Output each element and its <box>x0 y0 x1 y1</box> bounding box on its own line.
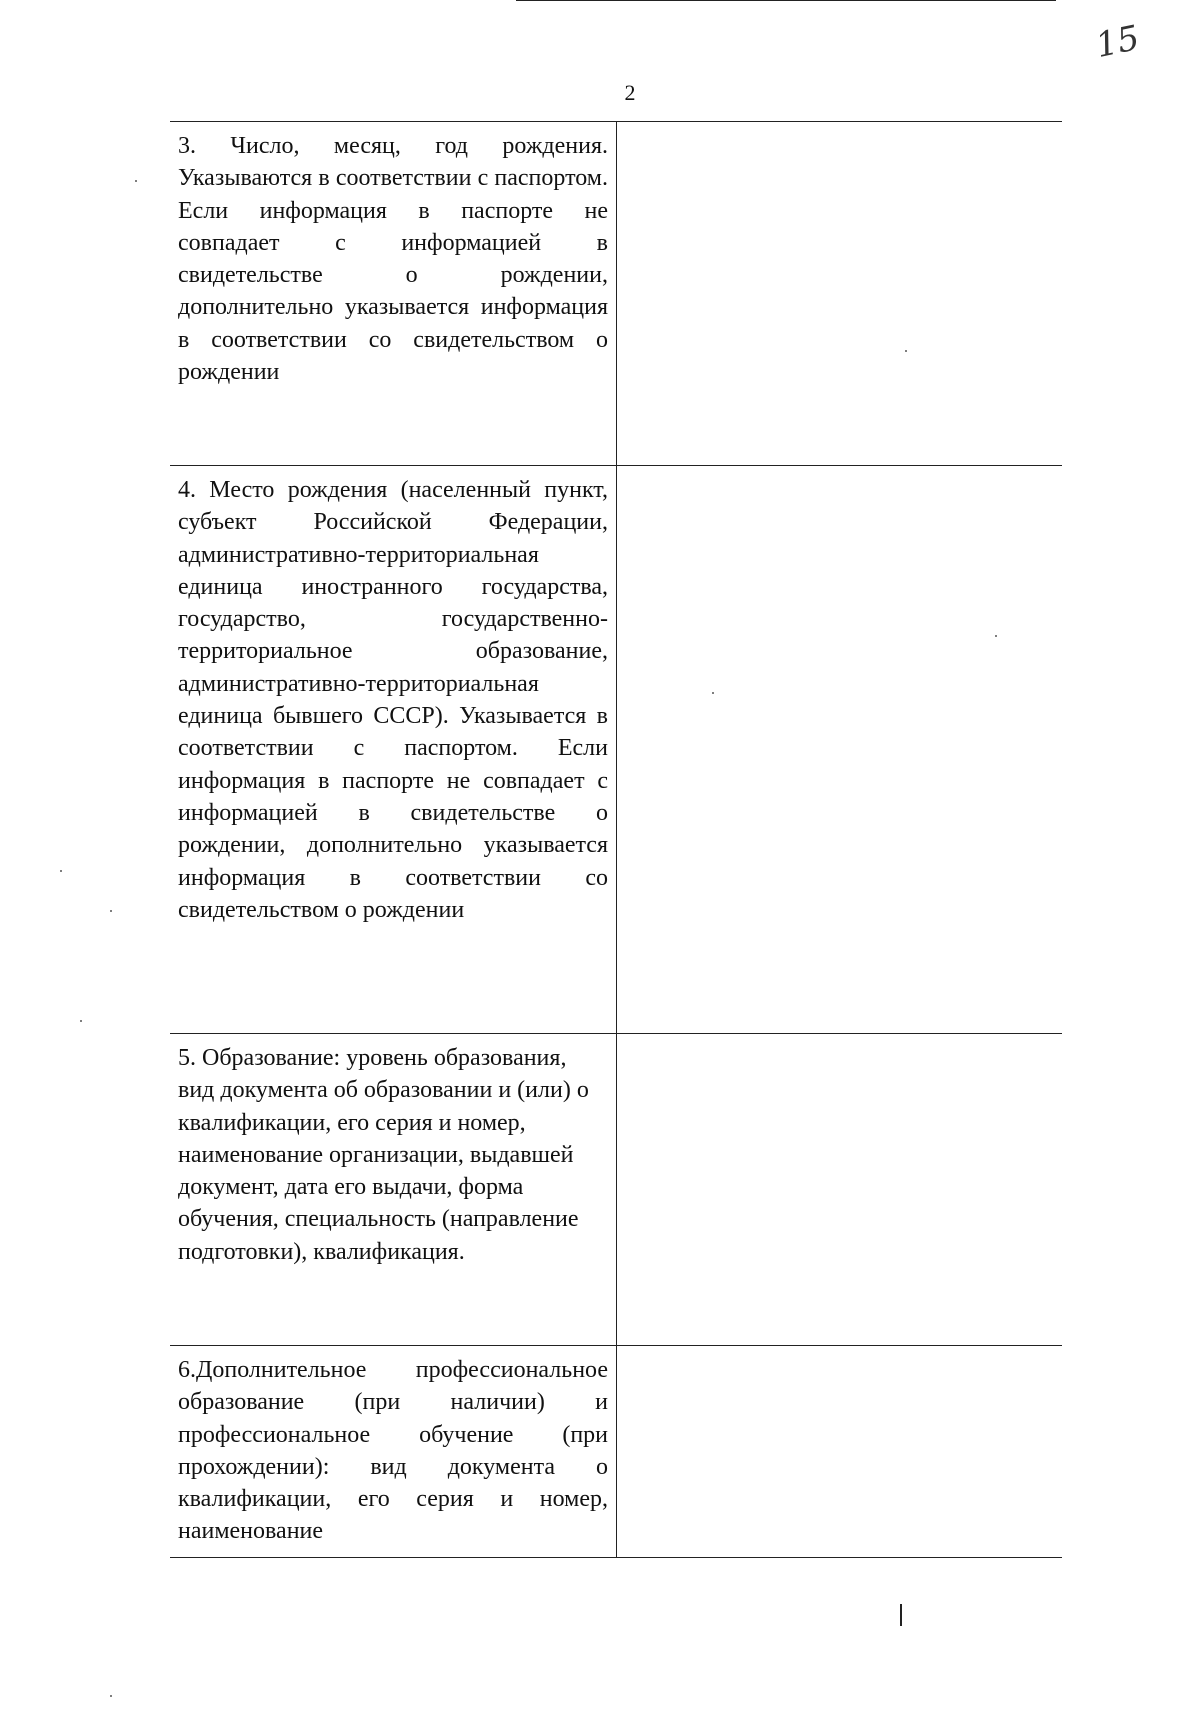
scan-speck <box>110 910 112 912</box>
form-table <box>170 121 1062 1558</box>
scan-speck <box>60 870 62 872</box>
scan-speck <box>995 635 997 637</box>
field-label-education: 5. Образование: уровень образования, вид документа об образовании и (или) о квалификации, его серия и номер, наименование организации, выдавшей документ, дата его выдачи, форма обучения, специальность (направление подготовки), квалификация. <box>170 1034 617 1345</box>
table-row <box>170 1346 1062 1558</box>
handwritten-page-number: 15 <box>1092 17 1143 67</box>
field-value-birth-place <box>617 466 1062 1033</box>
field-value-education <box>617 1034 1062 1345</box>
table-row <box>170 1034 1062 1346</box>
table-row <box>170 122 1062 466</box>
field-label-birth-date: 3. Число, месяц, год рождения. Указываются в соответствии с паспортом. Если информация в паспорте не совпадает с информацией в свидетельстве о рождении, дополнительно указывается информация в соответствии со свидетельством о рождении <box>170 122 617 465</box>
top-border-line <box>516 0 1056 1</box>
field-value-additional-education <box>617 1346 1062 1557</box>
scan-speck <box>135 180 137 182</box>
scan-speck <box>80 1020 82 1022</box>
table-row <box>170 466 1062 1034</box>
field-label-additional-education: 6.Дополнительное профессиональное образование (при наличии) и профессиональное обучение (при прохождении): вид документа о квалификации, его серия и номер, наименование <box>170 1346 617 1557</box>
scan-mark <box>900 1604 902 1626</box>
field-value-birth-date <box>617 122 1062 465</box>
scan-speck <box>712 692 714 694</box>
field-label-birth-place: 4. Место рождения (населенный пункт, субъект Российской Федерации, административно-территориальная единица иностранного государства, государство, государственно-территориальное образование, административно-территориальная единица бывшего СССР). Указывается в соответствии с паспортом. Если информация в паспорте не совпадает с информацией в свидетельстве о рождении, дополнительно указывается информация в соответствии со свидетельством о рождении <box>170 466 617 1033</box>
scan-speck <box>905 350 907 352</box>
page-number: 2 <box>624 80 636 105</box>
scan-speck <box>110 1695 112 1697</box>
